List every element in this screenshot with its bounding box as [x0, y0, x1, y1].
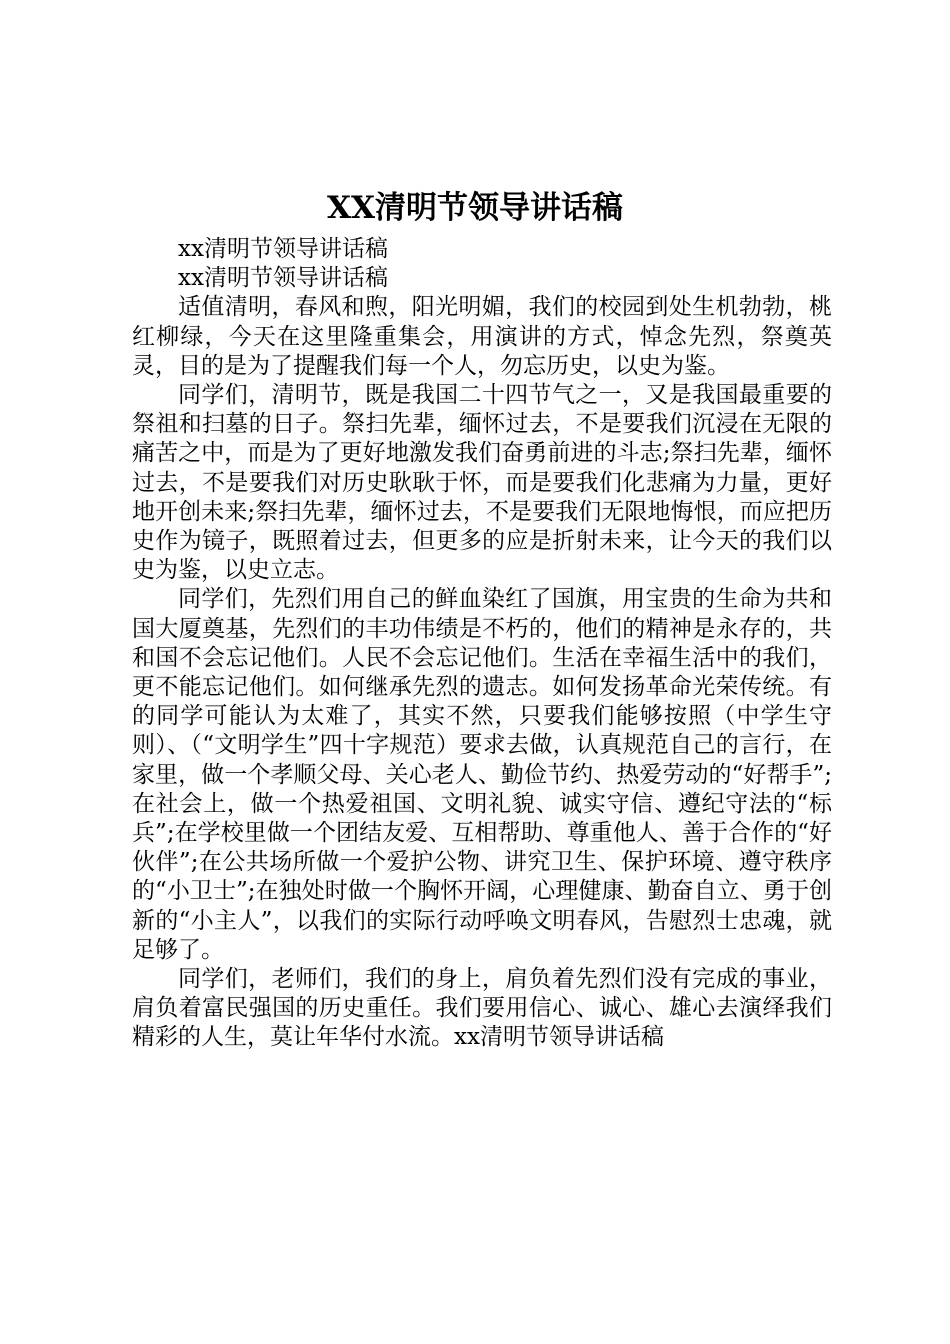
- document-title: XX清明节领导讲话稿: [326, 190, 624, 226]
- paragraph: 同学们，清明节，既是我国二十四节气之一，又是我国最重要的祭祖和扫墓的日子。祭扫先辈，缅怀过去，不是要我们沉浸在无限的痛苦之中，而是为了更好地激发我们奋勇前进的斗志;祭扫先辈，缅怀过去，不是要我们对历史耿耿于怀，而是要我们化悲痛为力量，更好地开创未来;祭扫先辈，缅怀过去，不是要我们无限地悔恨，而应把历史作为镜子，既照着过去，但更多的应是折射未来，让今天的我们以史为鉴，以史立志。: [132, 382, 832, 584]
- paragraph: xx清明节领导讲话稿: [178, 265, 388, 292]
- document-body: [132, 235, 832, 1053]
- paragraph: 适值清明，春风和煦，阳光明媚，我们的校园到处生机勃勃，桃红柳绿，今天在这里隆重集会，用演讲的方式，悼念先烈，祭奠英灵，目的是为了提醒我们每一个人，勿忘历史，以史为鉴。: [132, 294, 832, 379]
- paragraph: 同学们，老师们，我们的身上，肩负着先烈们没有完成的事业，肩负着富民强国的历史重任。我们要用信心、诚心、雄心去演绎我们精彩的人生，莫让年华付水流。xx清明节领导讲话稿: [132, 966, 832, 1051]
- paragraph: xx清明节领导讲话稿: [178, 236, 388, 262]
- paragraph: 同学们，先烈们用自己的鲜血染红了国旗，用宝贵的生命为共和国大厦奠基，先烈们的丰功伟绩是不朽的，他们的精神是永存的，共和国不会忘记他们。人民不会忘记他们。生活在幸福生活中的我们，更不能忘记他们。如何继承先烈的遗志。如何发扬革命光荣传统。有的同学可能认为太难了，其实不然，只要我们能够按照（中学生守则）、（“文明学生”四十字规范）要求去做，认真规范自己的言行，在家里，做一个孝顺父母、关心老人、勤俭节约、热爱劳动的“好帮手”;在社会上，做一个热爱祖国、文明礼貌、诚实守信、遵纪守法的“标兵”;在学校里做一个团结友爱、互相帮助、尊重他人、善于合作的“好伙伴”;在公共场所做一个爱护公物、讲究卫生、保护环境、遵守秩序的“小卫士”;在独处时做一个胸怀开阔，心理健康、勤奋自立、勇于创新的“小主人”，以我们的实际行动呼唤文明春风，告慰烈士忠魂，就足够了。: [132, 586, 832, 963]
